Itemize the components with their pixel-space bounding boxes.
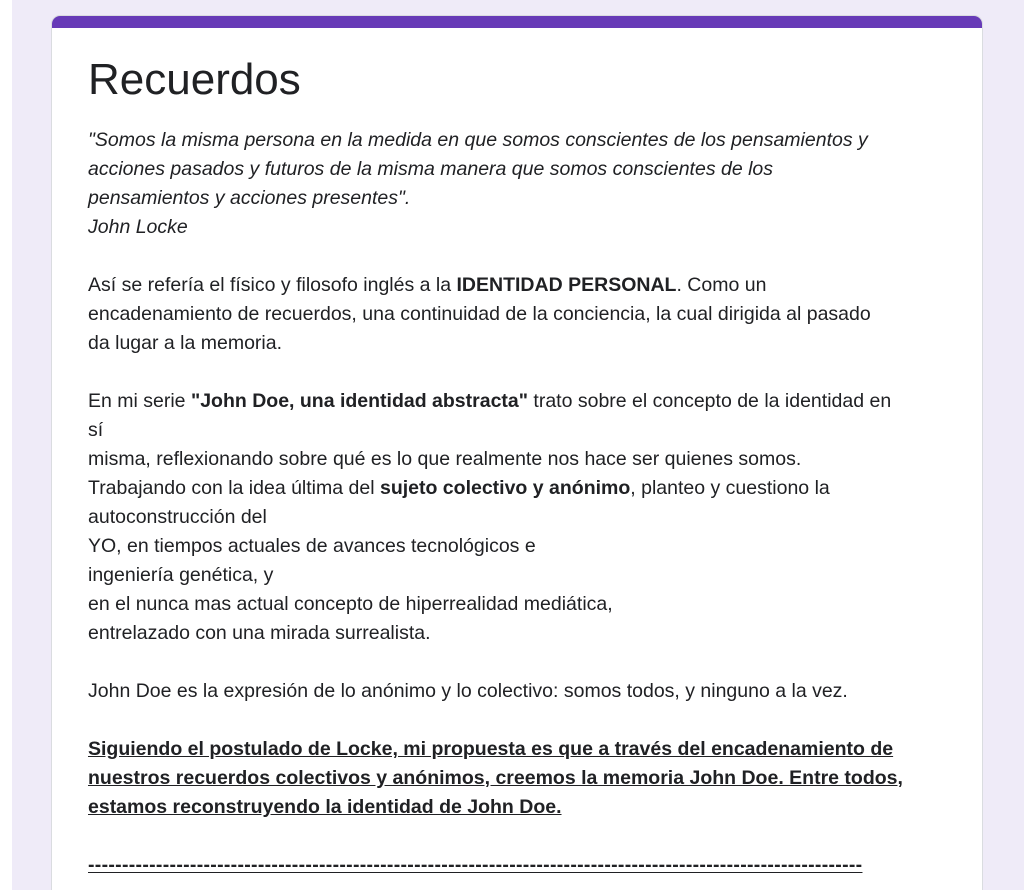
- para2-line-4-pre: Trabajando con la idea última del: [88, 477, 380, 499]
- para2-line-6: YO, en tiempos actuales de avances tecnológicos e: [88, 535, 536, 557]
- para1-line-3: da lugar a la memoria.: [88, 332, 283, 354]
- para2-line-7: ingeniería genética, y: [88, 564, 274, 586]
- para4-line-3: estamos reconstruyendo la identidad de John Doe.: [88, 796, 562, 818]
- para2-line-1: [88, 387, 946, 416]
- para2-line-1-post: trato sobre el concepto de la identidad en: [528, 390, 892, 412]
- para2-line-4-bold: sujeto colectivo y anónimo: [379, 477, 631, 499]
- para2-line-9: entrelazado con una mirada surrealista.: [88, 622, 431, 644]
- quote-line-1: "Somos la misma persona en la medida en que somos conscientes de los pensamientos y: [88, 129, 868, 151]
- para1-line-1-pre: Así se refería el físico y filosofo inglés a la: [88, 274, 457, 296]
- para2-line-4-post: , planteo y cuestiono la: [630, 477, 830, 499]
- left-edge-strip: [0, 0, 12, 890]
- para1-line-1-post: . Como un: [676, 274, 767, 296]
- quote-author: John Locke: [88, 216, 188, 238]
- para2-line-2: sí: [88, 419, 104, 441]
- para1-line-1-bold: IDENTIDAD PERSONAL: [456, 274, 677, 296]
- quote-line-2: acciones pasados y futuros de la misma manera que somos conscientes de los: [88, 158, 774, 180]
- form-description: [88, 126, 946, 880]
- card-accent-bar: [52, 16, 982, 28]
- para3: John Doe es la expresión de lo anónimo y lo colectivo: somos todos, y ninguno a la vez.: [88, 680, 848, 702]
- card-body: [52, 28, 982, 880]
- para2-line-8: en el nunca mas actual concepto de hiperrealidad mediática,: [88, 593, 613, 615]
- para4-line-2: nuestros recuerdos colectivos y anónimos, creemos la memoria John Doe. Entre todos,: [88, 767, 903, 789]
- quote-line-3: pensamientos y acciones presentes".: [88, 187, 411, 209]
- para2-line-1-bold: "John Doe, una identidad abstracta": [190, 390, 528, 412]
- para1-line-2: encadenamiento de recuerdos, una continuidad de la conciencia, la cual dirigida al pasado: [88, 303, 871, 325]
- para2-line-3: misma, reflexionando sobre qué es lo que realmente nos hace ser quienes somos.: [88, 448, 802, 470]
- para2-line-1-pre: En mi serie: [88, 390, 191, 412]
- form-title: Recuerdos: [88, 55, 301, 104]
- para1-line-1: [88, 271, 946, 300]
- form-header-card: [51, 15, 983, 890]
- para2-line-4: [88, 474, 946, 503]
- dashed-separator: ------------------------------------------------------------------------------------------------------------------: [88, 854, 863, 876]
- para4-line-1: Siguiendo el postulado de Locke, mi propuesta es que a través del encadenamiento de: [88, 738, 894, 760]
- para2-line-5: autoconstrucción del: [88, 506, 267, 528]
